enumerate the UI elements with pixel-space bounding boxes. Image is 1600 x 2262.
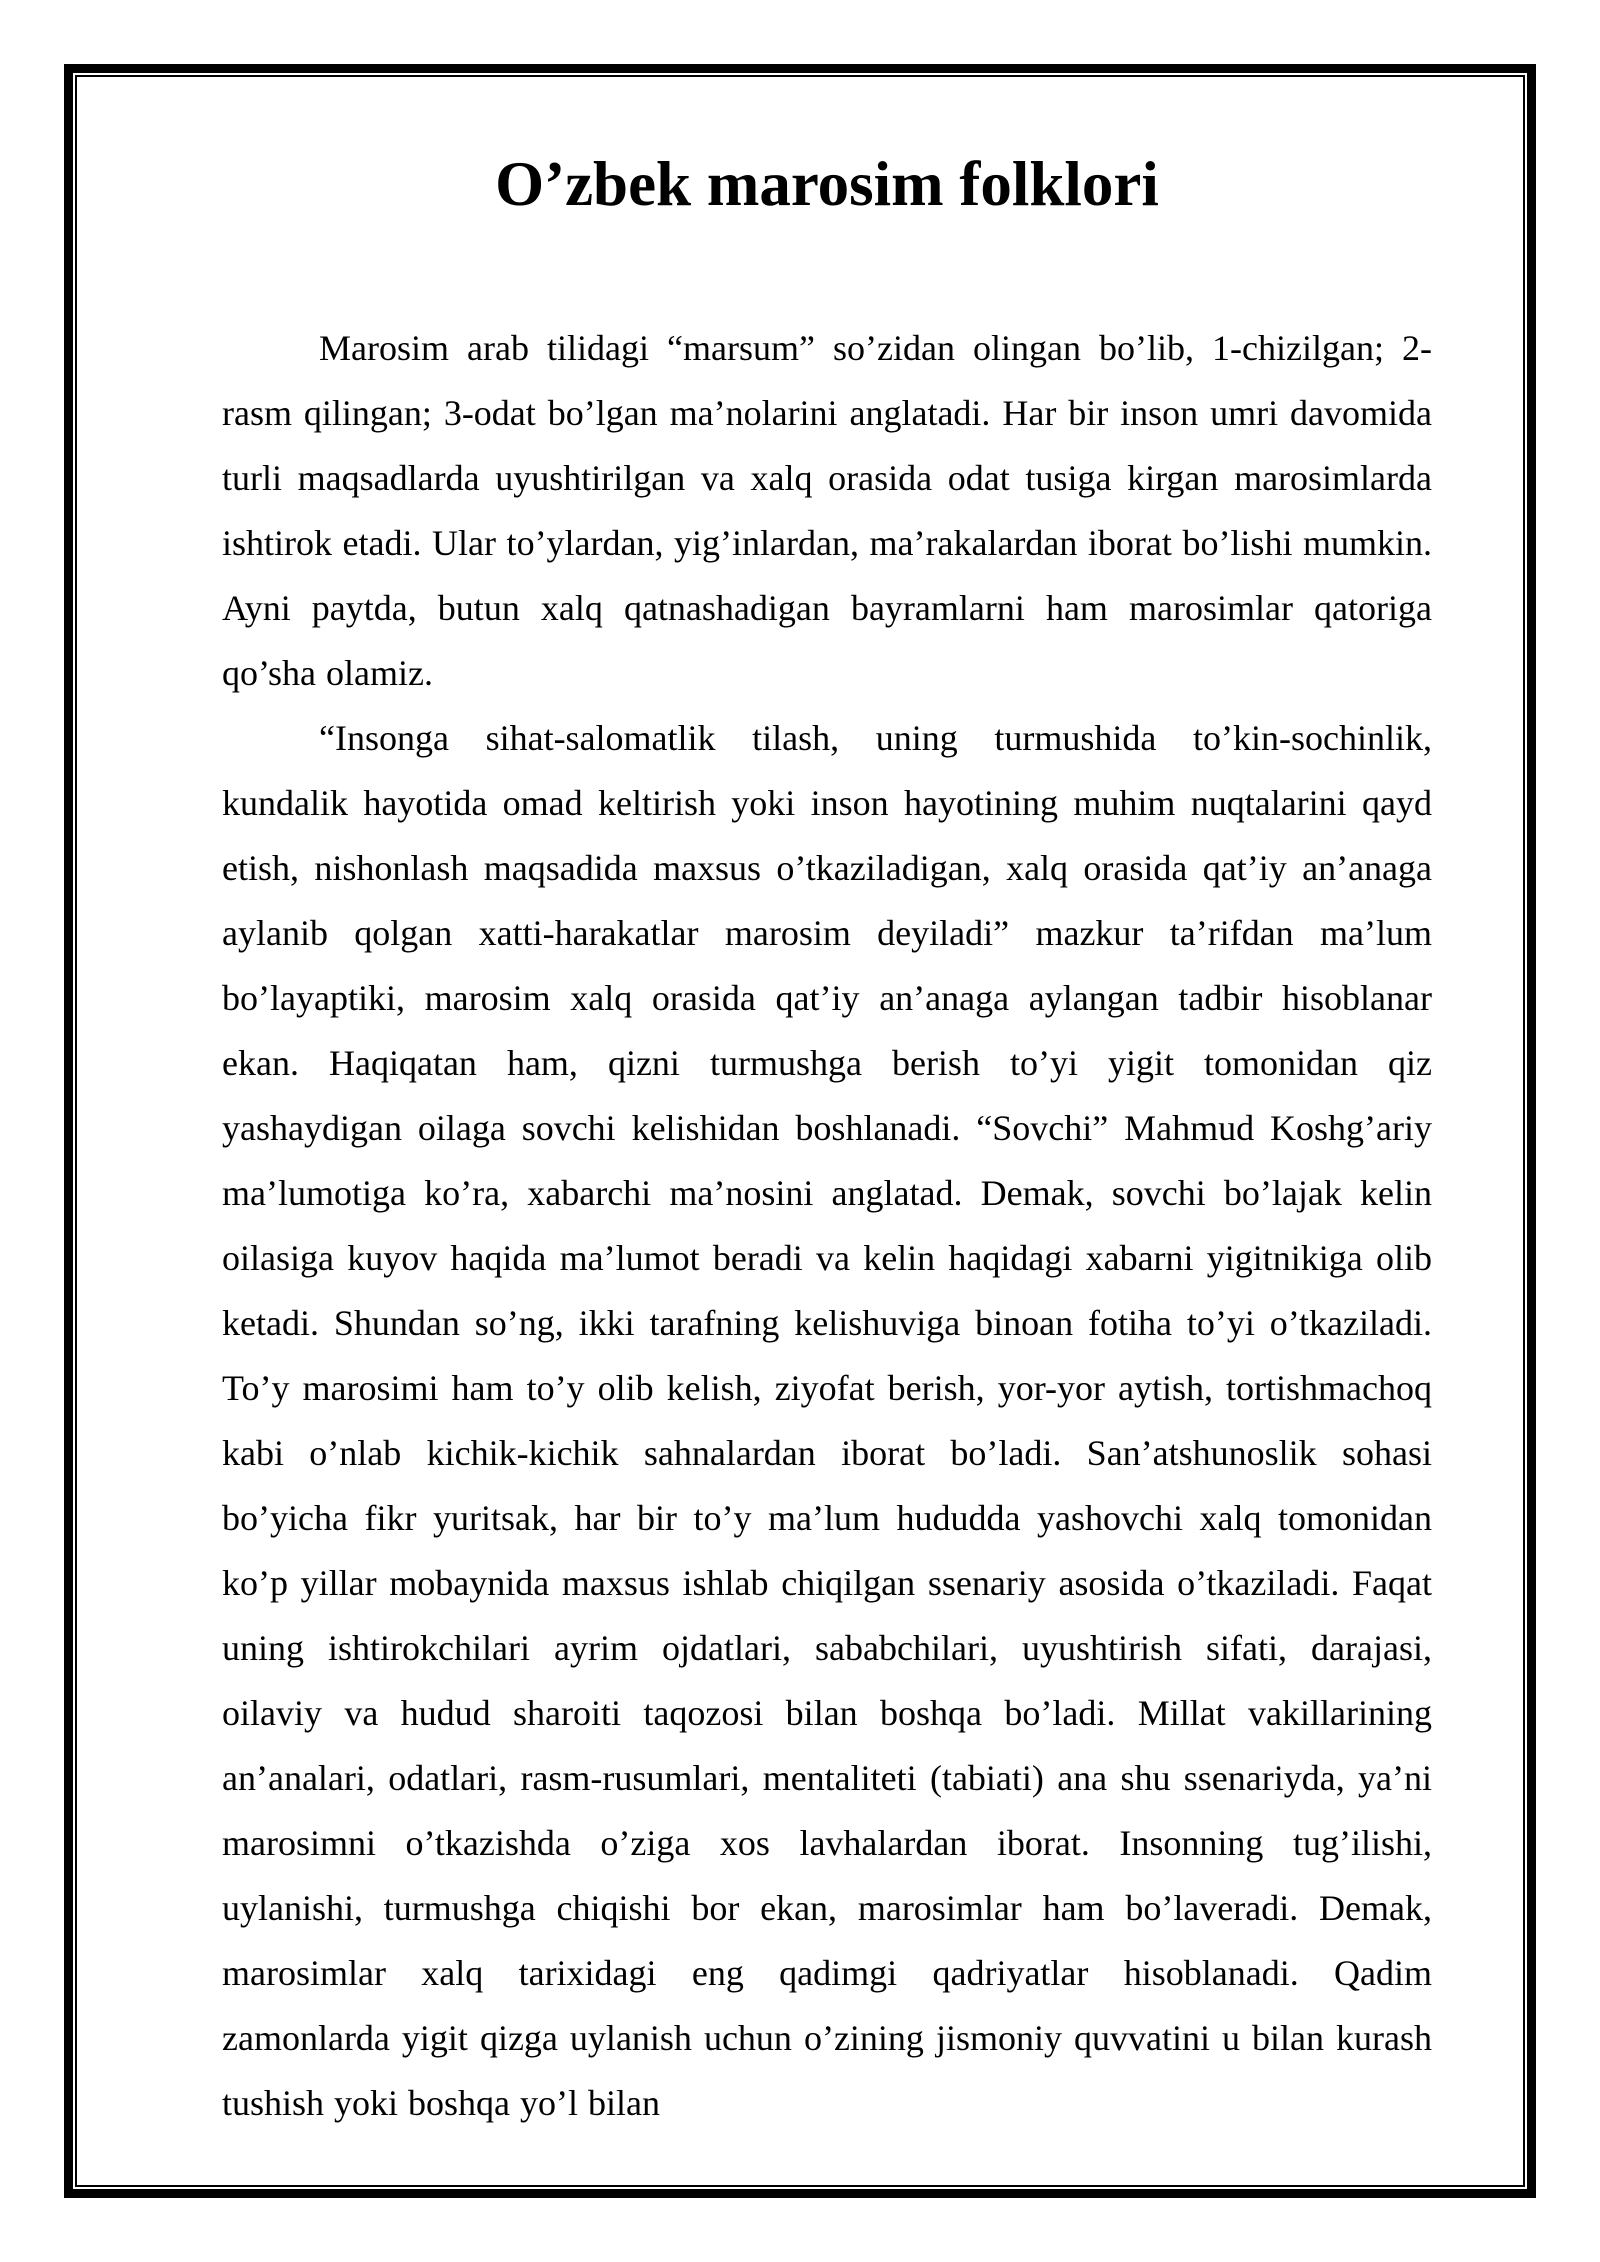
document-title: O’zbek marosim folklori xyxy=(495,149,1159,219)
page-content xyxy=(222,80,1432,2136)
paragraph-intro: Marosim arab tilidagi “marsum” so’zidan olingan bo’lib, 1-chizilgan; 2-rasm qilingan; 3-odat bo’lgan ma’nolarini anglatadi. Har bir inson umri davomida turli maqsadlarda uyushtirilgan va xalq orasida odat tusiga kirgan marosimlarda ishtirok etadi. Ular to’ylardan, yig’inlardan, ma’rakalardan iborat bo’lishi mumkin. Ayni paytda, butun xalq qatnashadigan bayramlarni ham marosimlar qatoriga qo’sha olamiz. xyxy=(222,328,1432,693)
paragraph-main: “Insonga sihat-salomatlik tilash, uning turmushida to’kin-sochinlik, kundalik hayotida omad keltirish yoki inson hayotining muhim nuqtalarini qayd etish, nishonlash maqsadida maxsus o’tkaziladigan, xalq orasida qat’iy an’anaga aylanib qolgan xatti-harakatlar marosim deyiladi” mazkur ta’rifdan ma’lum bo’layaptiki, marosim xalq orasida qat’iy an’anaga aylangan tadbir hisoblanar ekan. Haqiqatan ham, qizni turmushga berish to’yi yigit tomonidan qiz yashaydigan oilaga sovchi kelishidan boshlanadi. “Sovchi” Mahmud Koshg’ariy ma’lumotiga ko’ra, xabarchi ma’nosini anglatad. Demak, sovchi bo’lajak kelin oilasiga kuyov haqida ma’lumot beradi va kelin haqidagi xabarni yigitnikiga olib ketadi. Shundan so’ng, ikki tarafning kelishuviga binoan fotiha to’yi o’tkaziladi. To’y marosimi ham to’y olib kelish, ziyofat berish, yor-yor aytish, tortishmachoq kabi o’nlab kichik-kichik sahnalardan iborat bo’ladi. San’atshunoslik sohasi bo’yicha fikr yuritsak, har bir to’y ma’lum hududda yashovchi xalq tomonidan ko’p yillar mobaynida maxsus ishlab chiqilgan ssenariy asosida o’tkaziladi. Faqat uning ishtirokchilari ayrim ojdatlari, sababchilari, uyushtirish sifati, darajasi, oilaviy va hudud sharoiti taqozosi bilan boshqa bo’ladi. Millat vakillarining an’analari, odatlari, rasm-rusumlari, mentaliteti (tabiati) ana shu ssenariyda, ya’ni marosimni o’tkazishda o’ziga xos lavhalardan iborat. Insonning tug’ilishi, uylanishi, turmushga chiqishi bor ekan, marosimlar ham bo’laveradi. Demak, marosimlar xalq tarixidagi eng qadimgi qadriyatlar hisoblanadi. Qadim zamonlarda yigit qizga uylanish uchun o’zining jismoniy quvvatini u bilan kurash tushish yoki boshqa yo’l bilan xyxy=(222,718,1432,2123)
